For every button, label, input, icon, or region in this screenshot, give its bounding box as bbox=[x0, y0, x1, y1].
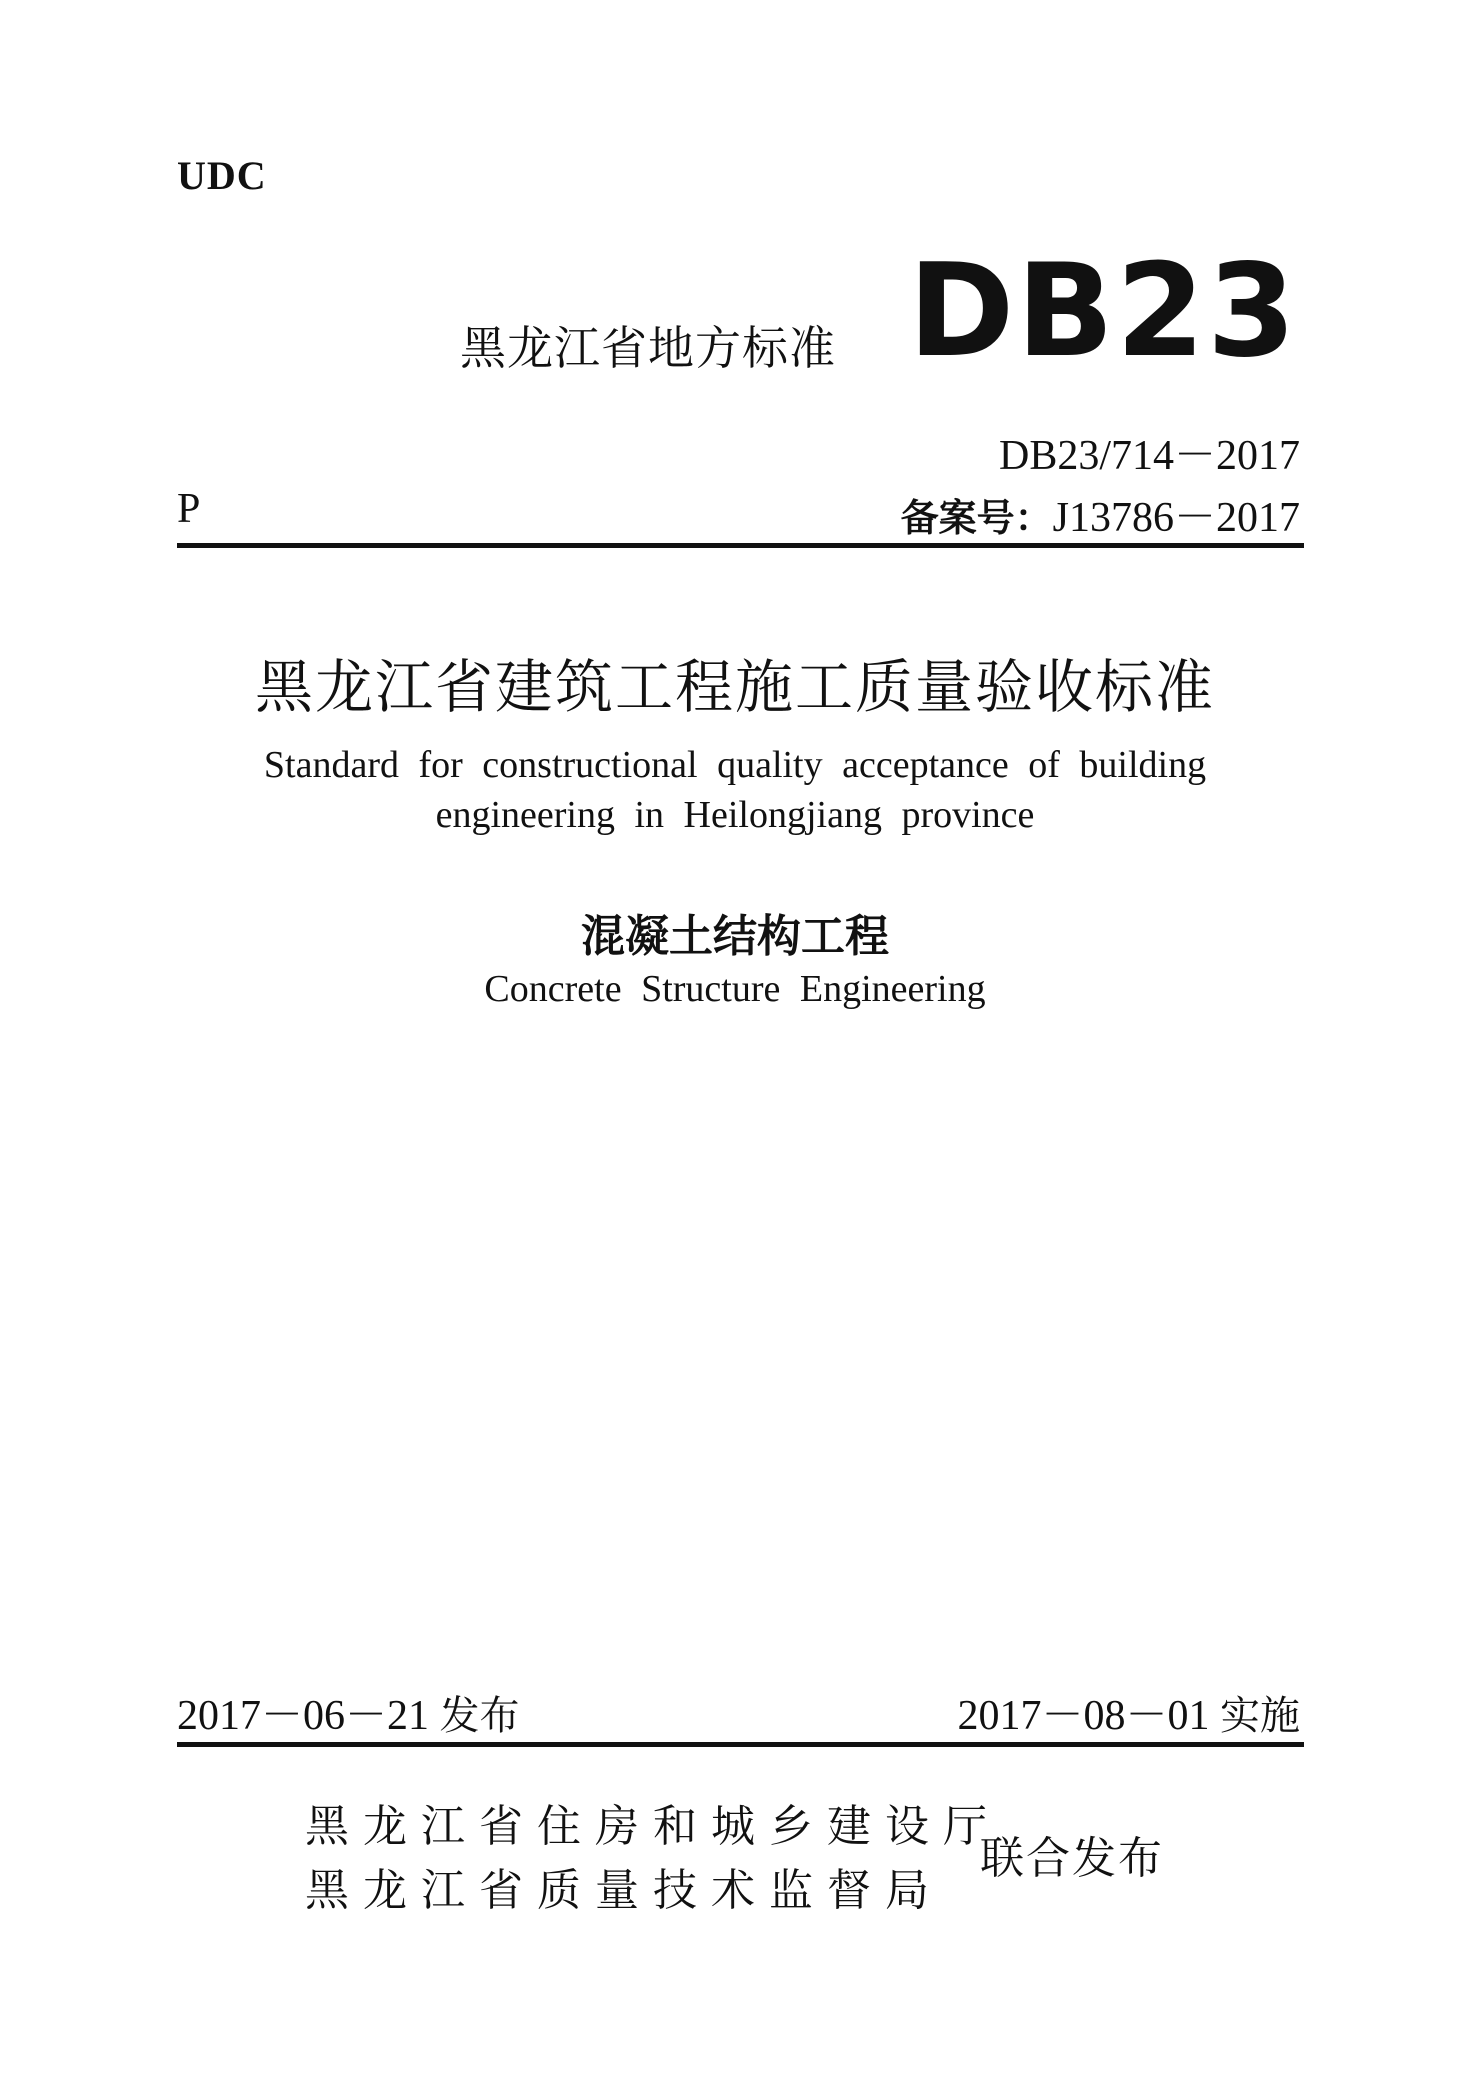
publisher-2: 黑龙江省质量技术监督局 bbox=[305, 1865, 943, 1916]
title-english-line-2: engineering in Heilongjiang province bbox=[435, 794, 1035, 836]
subtitle-chinese: 混凝土结构工程 bbox=[581, 911, 889, 962]
publisher-1: 黑龙江省住房和城乡建设厅 bbox=[305, 1801, 1001, 1852]
implement-date-value: 2017－08－01 bbox=[957, 1693, 1210, 1739]
issue-date-value: 2017－06－21 bbox=[177, 1693, 430, 1739]
title-english-line-1: Standard for constructional quality acceptance of building bbox=[263, 744, 1207, 786]
bottom-divider bbox=[177, 1742, 1304, 1747]
record-number-value: J13786－2017 bbox=[1052, 495, 1300, 541]
joint-publish-label: 联合发布 bbox=[980, 1833, 1164, 1884]
issue-date bbox=[177, 1682, 520, 1742]
record-number-label: 备案号： bbox=[900, 496, 1053, 540]
publishers-block bbox=[305, 1795, 1001, 1923]
standard-type: 黑龙江省地方标准 bbox=[460, 321, 836, 375]
record-number bbox=[901, 484, 1300, 544]
implement-date-label: 实施 bbox=[1220, 1693, 1300, 1739]
implement-date bbox=[957, 1682, 1300, 1742]
classification-code: P bbox=[177, 486, 201, 532]
top-divider bbox=[177, 543, 1304, 548]
subtitle-english: Concrete Structure Engineering bbox=[484, 968, 986, 1010]
db-code-logo: DB23 bbox=[908, 237, 1298, 386]
issue-date-label: 发布 bbox=[439, 1693, 520, 1739]
udc-label: UDC bbox=[177, 153, 267, 198]
title-english bbox=[0, 740, 1470, 840]
standard-number: DB23/714－2017 bbox=[998, 433, 1300, 479]
title-chinese: 黑龙江省建筑工程施工质量验收标准 bbox=[254, 653, 1215, 721]
